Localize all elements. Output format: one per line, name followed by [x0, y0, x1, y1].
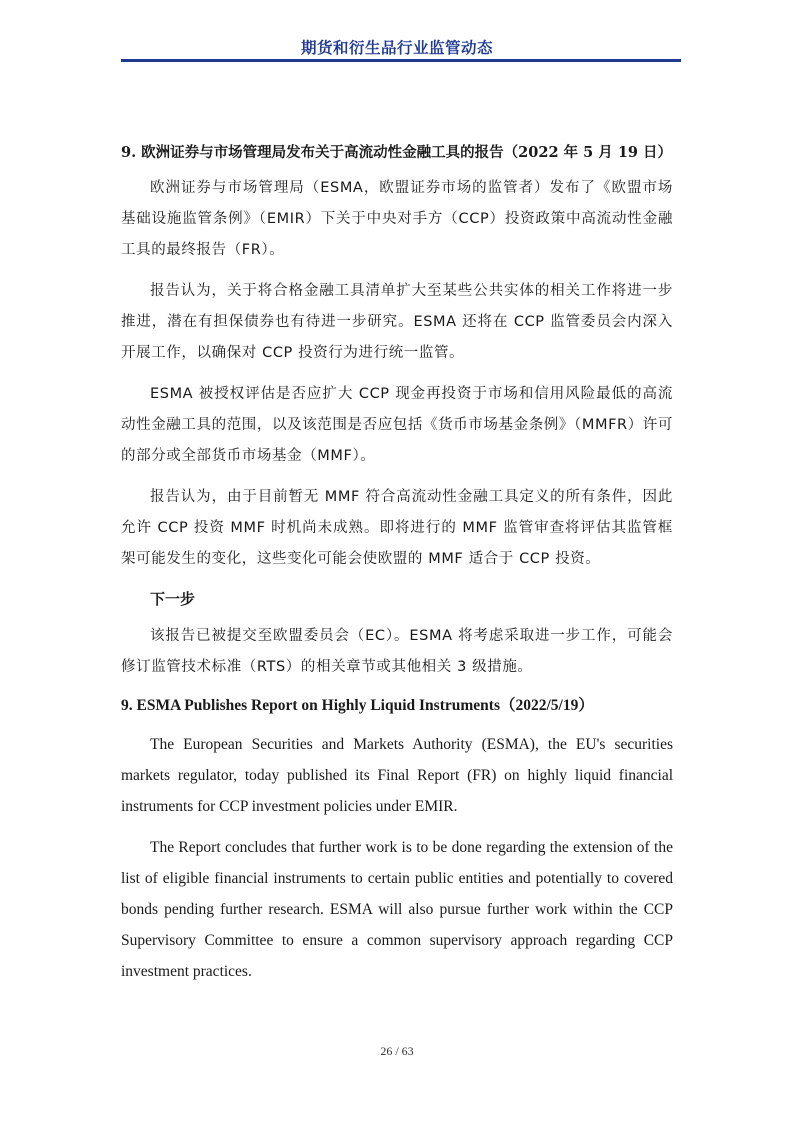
- paragraph-cn-2: 报告认为，关于将合格金融工具清单扩大至某些公共实体的相关工作将进一步推进，潜在有担保债券也有待进一步研究。ESMA 还将在 CCP 监管委员会内深入开展工作，以确保对 CCP 投资行为进行统一监管。: [121, 283, 673, 361]
- page-header-title: 期货和衍生品行业监管动态: [300, 39, 493, 57]
- document-body: [121, 140, 673, 997]
- paragraph-cn-4: 报告认为，由于目前暂无 MMF 符合高流动性金融工具定义的所有条件，因此允许 CCP 投资 MMF 时机尚未成熟。即将进行的 MMF 监管审查将评估其监管框架可能发生的变化，这些变化可能会使欧盟的 MMF 适合于 CCP 投资。: [121, 489, 673, 567]
- paragraph-en-2: The Report concludes that further work is to be done regarding the extension of the list of eligible financial instruments to certain public entities and potentially to covered bonds pending further research. ESMA will also pursue further work within the CCP Supervisory Committee to ensure a common supervisory approach regarding CCP investment practices.: [121, 839, 673, 980]
- section-heading-en: 9. ESMA Publishes Report on Highly Liquid Instruments（2022/5/19）: [121, 697, 594, 714]
- subheading-next-step: 下一步: [150, 590, 196, 608]
- header-divider: [121, 59, 681, 62]
- section-heading-cn: 9. 欧洲证券与市场管理局发布关于高流动性金融工具的报告（2022 年 5 月 19 日）: [121, 144, 673, 161]
- paragraph-en-1: The European Securities and Markets Authority (ESMA), the EU's securities markets regulator, today published its Final Report (FR) on highly liquid financial instruments for CCP investment policies under EMIR.: [121, 736, 673, 815]
- paragraph-cn-next-step: 该报告已被提交至欧盟委员会（EC）。ESMA 将考虑采取进一步工作，可能会修订监管技术标准（RTS）的相关章节或其他相关 3 级措施。: [121, 628, 673, 675]
- paragraph-cn-1: 欧洲证券与市场管理局（ESMA，欧盟证券市场的监管者）发布了《欧盟市场基础设施监管条例》（EMIR）下关于中央对手方（CCP）投资政策中高流动性金融工具的最终报告（FR）。: [121, 180, 673, 258]
- paragraph-cn-3: ESMA 被授权评估是否应扩大 CCP 现金再投资于市场和信用风险最低的高流动性金融工具的范围，以及该范围是否应包括《货币市场基金条例》（MMFR）许可的部分或全部货币市场基金（MMF）。: [121, 386, 673, 464]
- page-number: 26 / 63: [380, 1044, 414, 1058]
